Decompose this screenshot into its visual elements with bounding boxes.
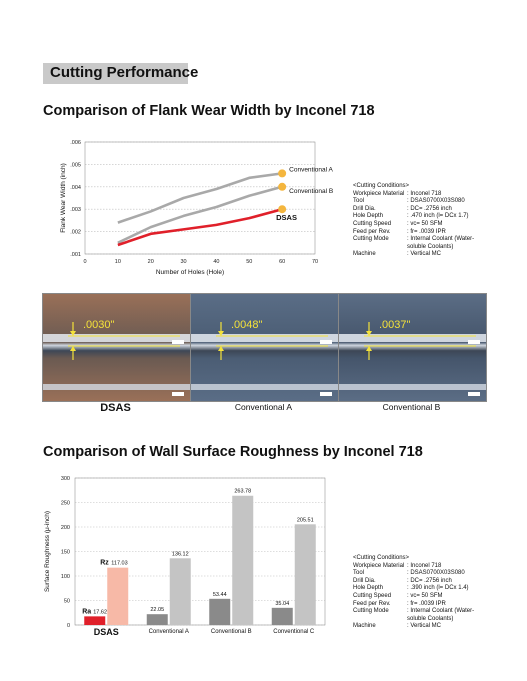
y-tick-label: 300 <box>60 476 70 482</box>
series-name-label: Ra <box>82 608 92 616</box>
condition-row <box>353 585 481 593</box>
condition-key: Drill Dia. <box>353 577 376 584</box>
condition-value: : Vertical MC <box>407 251 442 258</box>
photo-overlay <box>339 294 486 401</box>
condition-key: Workpiece Material <box>353 562 405 569</box>
wear-value-label: .0037" <box>379 319 411 331</box>
arrow-head-icon <box>218 346 224 351</box>
y-tick-label: 150 <box>60 549 70 556</box>
condition-key: Cutting Mode <box>353 608 389 615</box>
series-label: Conventional B <box>289 187 334 195</box>
x-tick-label: 20 <box>147 259 154 265</box>
condition-value: : fr= .0039 IPR <box>407 600 446 607</box>
photo-overlay <box>43 294 190 401</box>
condition-value: : fr= .0039 IPR <box>407 228 446 235</box>
condition-row <box>353 601 481 609</box>
x-axis-label: Number of Holes (Hole) <box>155 269 225 276</box>
series-end-marker <box>278 205 286 213</box>
wear-value-label: .0030" <box>83 319 115 331</box>
condition-value: : DC= .2756 inch <box>407 577 452 584</box>
condition-row <box>353 191 481 199</box>
section-title: Cutting Performance <box>50 64 199 81</box>
x-tick-label: 0 <box>83 259 87 265</box>
flank-wear-photo <box>190 293 339 402</box>
condition-row <box>353 198 481 206</box>
condition-row <box>353 236 481 251</box>
condition-key: Tool <box>353 198 365 205</box>
scale-bar <box>468 340 480 344</box>
y-tick-label: 0 <box>66 623 70 629</box>
scale-bar <box>172 340 184 344</box>
condition-row <box>353 623 481 631</box>
y-tick-label: .006 <box>70 140 81 146</box>
flank-wear-photo <box>338 293 487 402</box>
x-tick-label: 10 <box>114 259 121 265</box>
edge-band <box>191 384 338 390</box>
y-tick-label: .002 <box>70 229 81 236</box>
condition-value: : Inconel 718 <box>407 190 442 197</box>
condition-row <box>353 593 481 601</box>
bar <box>295 524 316 625</box>
bar <box>84 616 105 625</box>
y-tick-label: .005 <box>70 162 81 169</box>
bar <box>107 568 128 625</box>
condition-row <box>353 563 481 571</box>
data-label: 35.04 <box>275 600 290 607</box>
condition-value: : DSAS0700X03S080 <box>407 570 465 577</box>
bar <box>147 614 168 625</box>
data-label: 205.51 <box>296 517 314 524</box>
bar <box>170 558 191 625</box>
edge-band <box>339 334 486 342</box>
photo-caption: Conventional B <box>382 402 441 412</box>
arrow-head-icon <box>70 346 76 351</box>
photo-overlay <box>191 294 338 401</box>
y-tick-label: .004 <box>70 184 81 191</box>
y-tick-label: .003 <box>70 207 81 214</box>
series-label: DSAS <box>276 213 297 223</box>
condition-key: Hole Depth <box>353 213 384 220</box>
condition-value: : vc= 50 SFM <box>407 220 443 227</box>
y-tick-label: 100 <box>60 574 70 580</box>
condition-value: : vc= 50 SFM <box>407 592 443 599</box>
condition-key: Cutting Speed <box>353 592 392 599</box>
y-tick-label: 50 <box>63 598 70 605</box>
surface-roughness-chart <box>25 470 340 645</box>
scale-bar <box>320 392 332 396</box>
series-label: Conventional A <box>289 166 333 174</box>
conditions-header: <Cutting Conditions> <box>353 555 410 561</box>
condition-value: : .390 inch (l= DCx 1.4) <box>407 585 469 592</box>
y-tick-label: 250 <box>60 500 70 507</box>
condition-value: : Internal Coolant (Water-soluble Coolants) <box>407 608 475 622</box>
bar <box>272 608 293 625</box>
condition-row <box>353 570 481 578</box>
wear-cutting-conditions <box>353 183 481 259</box>
wear-heading: Comparison of Flank Wear Width by Inconel 718 <box>43 103 375 119</box>
x-tick-label: 70 <box>311 259 319 265</box>
condition-key: Workpiece Material <box>353 190 405 197</box>
data-label: 53.44 <box>212 591 227 598</box>
condition-row <box>353 206 481 214</box>
condition-value: : DC= .2756 inch <box>407 205 452 212</box>
condition-value: : Inconel 718 <box>407 562 442 569</box>
condition-row <box>353 608 481 623</box>
edge-band <box>43 384 190 390</box>
roughness-heading: Comparison of Wall Surface Roughness by Inconel 718 <box>43 444 423 460</box>
plot-frame <box>85 142 315 254</box>
series-end-marker <box>278 183 286 191</box>
condition-key: Tool <box>353 570 365 577</box>
condition-row <box>353 251 481 259</box>
edge-band <box>191 334 338 342</box>
series-end-marker <box>278 169 286 177</box>
arrow-head-icon <box>366 346 372 351</box>
y-tick-label: 200 <box>60 525 70 531</box>
condition-key: Cutting Speed <box>353 220 392 227</box>
category-label: DSAS <box>93 627 119 637</box>
condition-key: Hole Depth <box>353 585 384 592</box>
bar <box>232 496 253 625</box>
condition-key: Feed per Rev. <box>353 600 391 607</box>
condition-key: Machine <box>353 623 376 630</box>
photo-caption: Conventional A <box>234 402 293 412</box>
category-label: Conventional C <box>273 629 315 635</box>
condition-value: : Internal Coolant (Water-soluble Coolants) <box>407 236 475 250</box>
condition-key: Cutting Mode <box>353 236 389 243</box>
data-label: 17.62 <box>93 609 108 616</box>
condition-key: Machine <box>353 251 376 258</box>
x-tick-label: 30 <box>180 259 187 265</box>
y-axis-label: Surface Roughness (μ-inch) <box>44 510 51 593</box>
data-label: 22.05 <box>150 607 165 614</box>
data-label: 136.12 <box>171 551 189 558</box>
scale-bar <box>320 340 332 344</box>
scale-bar <box>468 392 480 396</box>
data-label: 117.03 <box>111 560 128 567</box>
bar <box>209 599 230 625</box>
flank-wear-photo <box>42 293 191 402</box>
edge-band <box>339 384 486 390</box>
conditions-header: <Cutting Conditions> <box>353 183 410 189</box>
y-tick-label: .001 <box>70 252 81 258</box>
y-axis-label: Flank Wear Width (inch) <box>60 163 67 233</box>
x-tick-label: 60 <box>279 259 286 265</box>
x-tick-label: 40 <box>213 259 220 265</box>
condition-row <box>353 229 481 237</box>
wear-value-label: .0048" <box>231 319 263 331</box>
condition-row <box>353 578 481 586</box>
series-name-label: Rz <box>100 559 109 567</box>
scale-bar <box>172 392 184 396</box>
condition-key: Feed per Rev. <box>353 228 391 235</box>
condition-value: : Vertical MC <box>407 623 442 630</box>
condition-row <box>353 213 481 221</box>
edge-band <box>43 334 190 342</box>
category-label: Conventional A <box>148 629 189 635</box>
category-label: Conventional B <box>210 629 252 635</box>
roughness-cutting-conditions <box>353 555 481 631</box>
condition-row <box>353 221 481 229</box>
flank-wear-chart <box>15 135 335 285</box>
photo-caption: DSAS <box>100 402 131 414</box>
condition-value: : DSAS0700X03S080 <box>407 198 465 205</box>
condition-key: Drill Dia. <box>353 205 376 212</box>
x-tick-label: 50 <box>246 259 253 265</box>
data-label: 263.78 <box>234 488 252 495</box>
condition-value: : .470 inch (l= DCx 1.7) <box>407 213 469 220</box>
